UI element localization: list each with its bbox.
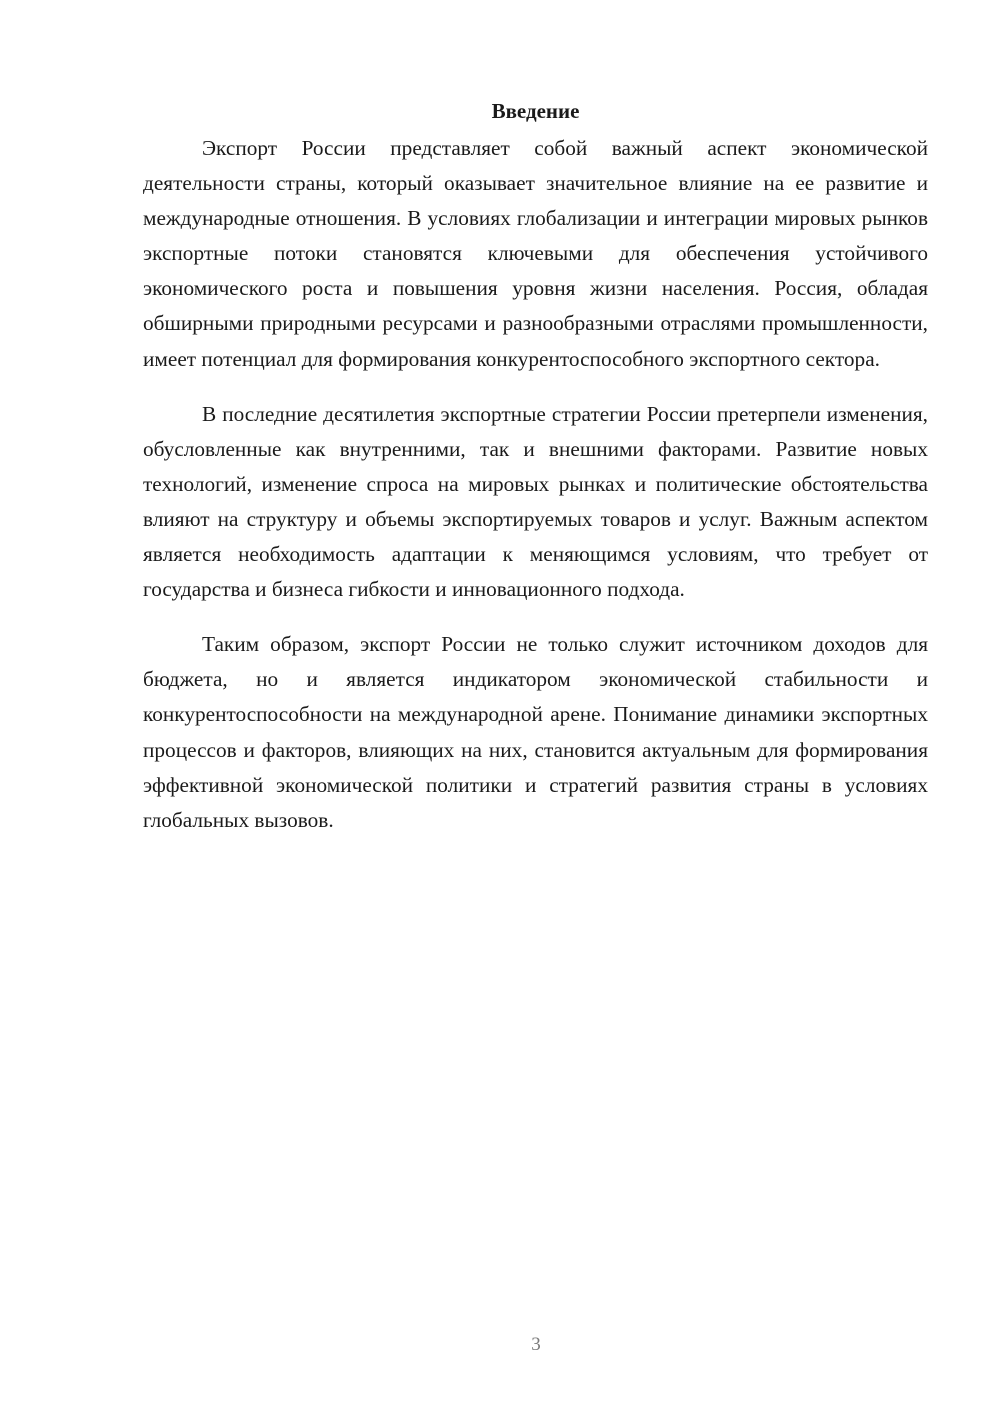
paragraph-3: Таким образом, экспорт России не только служит источником доходов для бюджета, но и является индикатором экономической стабильности и конкурентоспособности на международной арене. Понимание динамики экспортных процессов и факторов, влияющих на них, становится актуальным для формирования эффективной экономической политики и стратегий развития страны в условиях глобальных вызовов. [143, 632, 928, 832]
page-content [143, 95, 928, 858]
page-number: 3 [531, 1334, 541, 1355]
paragraph-2: В последние десятилетия экспортные стратегии России претерпели изменения, обусловленные как внутренними, так и внешними факторами. Развитие новых технологий, изменение спроса на мировых рынках и политические обстоятельства влияют на структуру и объемы экспортируемых товаров и услуг. Важным аспектом является необходимость адаптации к меняющимся условиям, что требует от государства и бизнеса гибкости и инновационного подхода. [143, 401, 928, 602]
section-title: Введение [491, 99, 580, 123]
paragraph-1: Экспорт России представляет собой важный аспект экономической деятельности страны, который оказывает значительное влияние на ее развитие и международные отношения. В условиях глобализации и интеграции мировых рынков экспортные потоки становятся ключевыми для обеспечения устойчивого экономического роста и повышения уровня жизни населения. Россия, обладая обширными природными ресурсами и разнообразными отраслями промышленности, имеет потенциал для формирования конкурентоспособного экспортного сектора. [143, 136, 928, 371]
